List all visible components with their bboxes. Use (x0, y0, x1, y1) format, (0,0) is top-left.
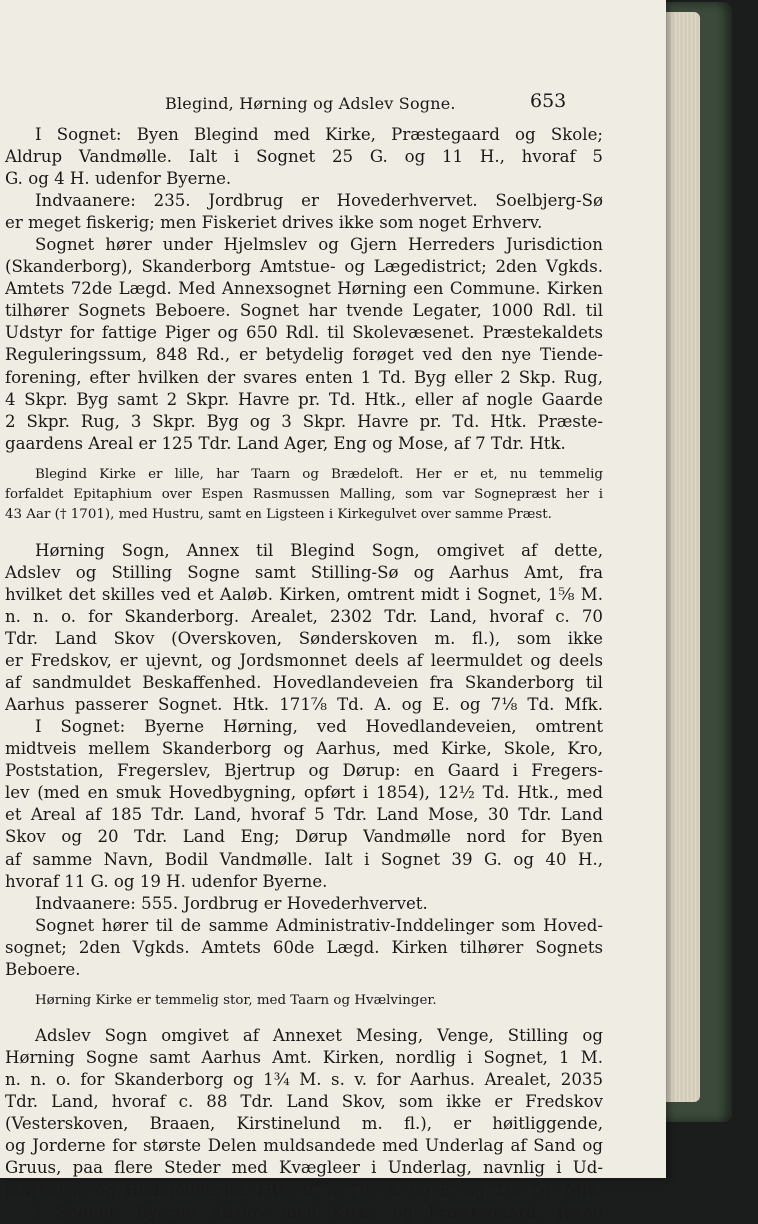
text-line: midtveis mellem Skanderborg og Aarhus, med Kirke, Skole, Kro, (5, 739, 603, 759)
text-line: Tdr. Land Skov (Overskoven, Sønderskoven m. fl.), som ikke (5, 629, 603, 649)
text-line: Aldrup Vandmølle. Ialt i Sognet 25 G. og 11 H., hvoraf 5 (5, 147, 603, 167)
text-line: Reguleringssum, 848 Rd., er betydelig forøget ved den nye Tiende- (5, 345, 603, 365)
text-line: I Sognet: Byerne Hørning, ved Hovedlandeveien, omtrent (35, 717, 603, 737)
page-number: 653 (530, 90, 567, 112)
section-heading-line: Adslev Sogn omgivet af Annexet Mesing, Venge, Stilling og (35, 1026, 603, 1046)
text-line: og Jorderne for største Delen muldsandede med Underlag af Sand og (5, 1136, 603, 1156)
blegind-footnote (5, 465, 603, 526)
text-line: er Fredskov, er ujevnt, og Jordsmonnet deels af leermuldet og deels (5, 651, 603, 671)
text-line: tilhører Sognets Beboere. Sognet har tvende Legater, 1000 Rdl. til (5, 301, 603, 321)
text-line: sognet; 2den Vgkds. Amtets 60de Lægd. Kirken tilhører Sognets (5, 937, 603, 957)
text-line: et Areal af 185 Tdr. Land, hvoraf 5 Tdr. Land Mose, 30 Tdr. Land (5, 805, 603, 825)
text-line: Udstyr for fattige Piger og 650 Rdl. til Skolevæsenet. Præstekaldets (5, 323, 603, 343)
text-line: Beboere. (5, 959, 81, 979)
text-line: Sognet hører til de samme Administrativ-Inddelinger som Hoved- (35, 915, 603, 935)
adslev-section (5, 1025, 603, 1223)
text-line: Indvaanere: 555. Jordbrug er Hovederhvervet. (35, 893, 428, 913)
note-line: forfaldet Epitaphium over Espen Rasmussen Malling, som var Sognepræst her i (5, 487, 603, 503)
text-line: I Sognet: Byerne Adslev med Kirke og Præstegaard, Jexen (35, 1202, 603, 1222)
text-line: Indvaanere: 235. Jordbrug er Hovederhvervet. Soelbjerg-Sø (35, 191, 603, 211)
text-line: gaardens Areal er 125 Tdr. Land Ager, Eng og Mose, af 7 Tdr. Htk. (5, 433, 566, 453)
section-heading-line: Hørning Sogn, Annex til Blegind Sogn, omgivet af dette, (35, 540, 603, 560)
page-header (0, 90, 666, 120)
text-line: af sandmuldet Beskaffenhed. Hovedlandeveien fra Skanderborg til (5, 673, 603, 693)
text-line: Adslev og Stilling Sogne samt Stilling-Sø og Aarhus Amt, fra (5, 562, 603, 582)
text-line: 2 Skpr. Rug, 3 Skpr. Byg og 3 Skpr. Havre pr. Td. Htk. Præste- (5, 411, 603, 431)
body-text (5, 124, 603, 1224)
running-title: Blegind, Hørning og Adslev Sogne. (165, 94, 456, 113)
text-line: hvoraf 11 G. og 19 H. udenfor Byerne. (5, 871, 328, 891)
text-line: n. n. o. for Skanderborg. Arealet, 2302 Tdr. Land, hvoraf c. 70 (5, 607, 603, 627)
text-line: Hørning Sogne samt Aarhus Amt. Kirken, nordlig i Sognet, 1 M. (5, 1048, 603, 1068)
text-line: Skov og 20 Tdr. Land Eng; Dørup Vandmølle nord for Byen (5, 827, 603, 847)
text-line: Aarhus passerer Sognet. Htk. 171⅞ Td. A. og E. og 7⅛ Td. Mfk. (5, 695, 603, 715)
text-line: forening, efter hvilken der svares enten 1 Td. Byg eller 2 Skp. Rug, (5, 367, 603, 387)
text-line: markerne og Hedelodderne. Htk. 97⅝ Td. A. og E. og 2⅛ Td. Mfk. (5, 1180, 603, 1200)
text-line: I Sognet: Byen Blegind med Kirke, Præstegaard og Skole; (35, 125, 603, 144)
text-line: (Vesterskoven, Braaen, Kirstinelund m. fl.), er høitliggende, (5, 1114, 603, 1134)
text-line: n. n. o. for Skanderborg og 1¾ M. s. v. for Aarhus. Arealet, 2035 (5, 1070, 603, 1090)
text-line: (Skanderborg), Skanderborg Amtstue- og Lægedistrict; 2den Vgkds. (5, 257, 603, 277)
note-line: Blegind Kirke er lille, har Taarn og Brædeloft. Her er et, nu temmelig (35, 466, 603, 482)
text-line: af samme Navn, Bodil Vandmølle. Ialt i Sognet 39 G. og 40 H., (5, 849, 603, 869)
horning-section (5, 540, 603, 981)
text-line: Sognet hører under Hjelmslev og Gjern Herreders Jurisdiction (35, 235, 603, 255)
text-line: lev (med en smuk Hovedbygning, opført i 1854), 12½ Td. Htk., med (5, 783, 603, 803)
text-line: Tdr. Land, hvoraf c. 88 Tdr. Land Skov, som ikke er Fredskov (5, 1092, 603, 1112)
horning-footnote (5, 991, 603, 1011)
text-line: Poststation, Fregerslev, Bjertrup og Dørup: en Gaard i Fregers- (5, 761, 603, 781)
text-line: Amtets 72de Lægd. Med Annexsognet Hørning een Commune. Kirken (5, 279, 603, 299)
text-line: 4 Skpr. Byg samt 2 Skpr. Havre pr. Td. Htk., eller af nogle Gaarde (5, 389, 603, 409)
note-line: Hørning Kirke er temmelig stor, med Taarn og Hvælvinger. (35, 992, 437, 1008)
note-line: 43 Aar († 1701), med Hustru, samt en Ligsteen i Kirkegulvet over samme Præst. (5, 507, 552, 523)
text-line: G. og 4 H. udenfor Byerne. (5, 169, 232, 189)
text-line: hvilket det skilles ved et Aaløb. Kirken, omtrent midt i Sognet, 1⅝ M. (5, 584, 603, 604)
text-line: Gruus, paa flere Steder med Kvægleer i Underlag, navnlig i Ud- (5, 1158, 603, 1178)
blegind-section (5, 124, 603, 455)
text-line: er meget fiskerig; men Fiskeriet drives ikke som noget Erhverv. (5, 213, 543, 233)
